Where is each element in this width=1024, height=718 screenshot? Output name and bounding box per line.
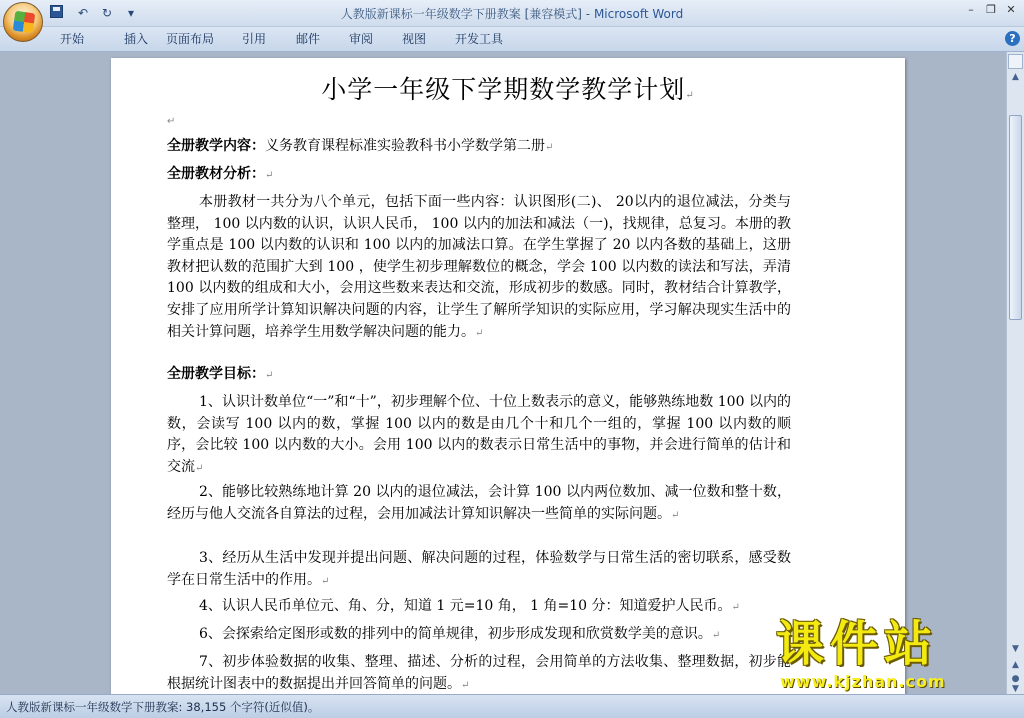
tab-references[interactable]: 引用 [242,32,267,46]
goal-text: 7、初步体验数据的收集、整理、描述、分析的过程，会用简单的方法收集、整理数据，初步能根据统计图表中的数据提出并回答简单的问题。 [167,654,791,692]
office-logo-icon [13,11,36,34]
view-ruler-icon[interactable] [1008,54,1023,69]
window-controls [962,2,1020,18]
paragraph-mark: ↵ [167,116,176,127]
goal-item [167,548,791,592]
goals-heading-paragraph [167,364,791,387]
scroll-thumb[interactable] [1009,115,1022,320]
document-title [111,70,905,106]
paragraph-mark: ↵ [545,142,554,153]
goal-item [167,624,791,647]
office-button[interactable] [3,2,43,42]
document-page[interactable] [111,58,905,694]
ribbon [0,27,1024,52]
goal-item [167,482,791,526]
analysis-heading-paragraph [167,164,791,187]
watermark-logo [776,616,1006,696]
tab-home[interactable]: 开始 [60,32,85,46]
undo-button[interactable]: ↶ [77,6,89,20]
tab-view[interactable]: 视图 [402,32,427,46]
goals-heading: 全册教学目标： [167,366,265,382]
content-paragraph [167,136,791,159]
customize-qat-button[interactable]: ▾ [127,6,135,20]
tab-page-layout[interactable]: 页面布局 [166,32,215,46]
tab-developer[interactable]: 开发工具 [455,32,504,46]
scroll-up-button[interactable]: ▲ [1012,72,1019,82]
status-bar [0,694,1024,718]
analysis-text: 本册教材一共分为八个单元，包括下面一些内容：认识图形(二)、 20以内的退位减法，分类与整理， 100 以内数的认识，认识人民币， 100 以内的加法和减法（一)，找规律，总复习。本册的教学重点是 100 以内数的认识和 100 以内的加减法口算。在学生掌握了 20 以内各数的基础上，这册教材把认数的范围扩大到 100 ，使学生初步理解数位的概念，学会 100 以内数的读法和写法，弄清 100 以内数的组成和大小，会用这些数来表达和交流，形成初步的数感。同时，教材结合计算教学，安排了应用所学计算知识解决问题的内容，让学生了解所学知识的实际应用，学习解决现实生活中的相关计算问题，培养学生用数学解决问题的能力。 [167,194,791,340]
goal-text: 2、能够比较熟练地计算 20 以内的退位减法，会计算 100 以内两位数加、减一位数和整十数，经历与他人交流各自算法的过程，会用加减法计算知识解决一些简单的实际问题。 [167,484,791,522]
window-title-separator: - [581,7,594,21]
paragraph-mark: ↵ [685,90,695,101]
title-bar [0,0,1024,27]
paragraph-mark: ↵ [265,170,274,181]
scroll-down-button[interactable]: ▼ [1012,644,1019,654]
tab-review[interactable]: 审阅 [349,32,374,46]
goal-text: 3、经历从生活中发现并提出问题、解决问题的过程，体验数学与日常生活的密切联系，感受数学在日常生活中的作用。 [167,550,791,588]
content-text: 义务教育课程标准实验教科书小学数学第二册 [265,138,545,154]
analysis-heading: 全册教材分析： [167,166,265,182]
paragraph-mark: ↵ [475,327,484,339]
ribbon-tabs [60,31,515,47]
paragraph-mark: ↵ [265,370,274,381]
paragraph-mark: ↵ [671,509,680,521]
goal-item [167,652,791,694]
window-title [0,5,1024,22]
content-label: 全册教学内容： [167,138,265,154]
analysis-paragraph [167,192,791,344]
watermark-chinese-text: 课件站 [776,616,939,672]
paragraph-mark: ↵ [195,462,204,474]
goal-item [167,596,791,619]
watermark-url-text: www.kjzhan.com [780,672,946,691]
status-word-count[interactable]: 人教版新课标一年级数学下册教案: 38,155 个字符(近似值)。 [6,700,320,714]
document-area[interactable] [0,52,1006,694]
paragraph-mark: ↵ [711,630,721,641]
tab-insert[interactable]: 插入 [124,32,149,46]
goal-item [167,392,791,479]
document-title-text: 小学一年级下学期数学教学计划 [321,75,686,104]
vertical-scrollbar[interactable] [1006,52,1024,694]
close-button[interactable]: ✕ [1006,3,1016,16]
select-browse-object-button[interactable]: ● [1011,674,1020,684]
redo-button[interactable]: ↻ [101,6,113,20]
previous-page-button[interactable]: ▲ [1012,660,1019,670]
tab-mailings[interactable]: 邮件 [296,32,321,46]
next-page-button[interactable]: ▼ [1012,684,1019,694]
paragraph-mark: ↵ [461,679,470,691]
minimize-button[interactable]: – [968,3,974,16]
paragraph-mark: ↵ [731,602,740,613]
goal-text: 1、认识计数单位“一”和“十”，初步理解个位、十位上数表示的意义，能够熟练地数 100 以内的数，会读写 100 以内的数，掌握 100 以内的数是由几个十和几个一组的，掌握 100 以内数的顺序，会比较 100 以内数的大小。会用 100 以内的数表示日常生活中的事物，并会进行简单的估计和交流 [167,394,791,475]
restore-button[interactable]: ❐ [986,3,996,16]
paragraph-mark: ↵ [321,575,330,587]
help-icon[interactable]: ? [1005,31,1020,46]
goal-text: 6、会探索给定图形或数的排列中的简单规律，初步形成发现和欣赏数学美的意识。 [199,626,712,642]
window-title-document: 人教版新课标一年级数学下册教案 [兼容模式] [340,7,582,21]
window-title-app: Microsoft Word [593,7,684,21]
goal-text: 4、认识人民币单位元、角、分，知道 1 元=10 角， 1 角=10 分：知道爱护人民币。 [199,598,732,614]
